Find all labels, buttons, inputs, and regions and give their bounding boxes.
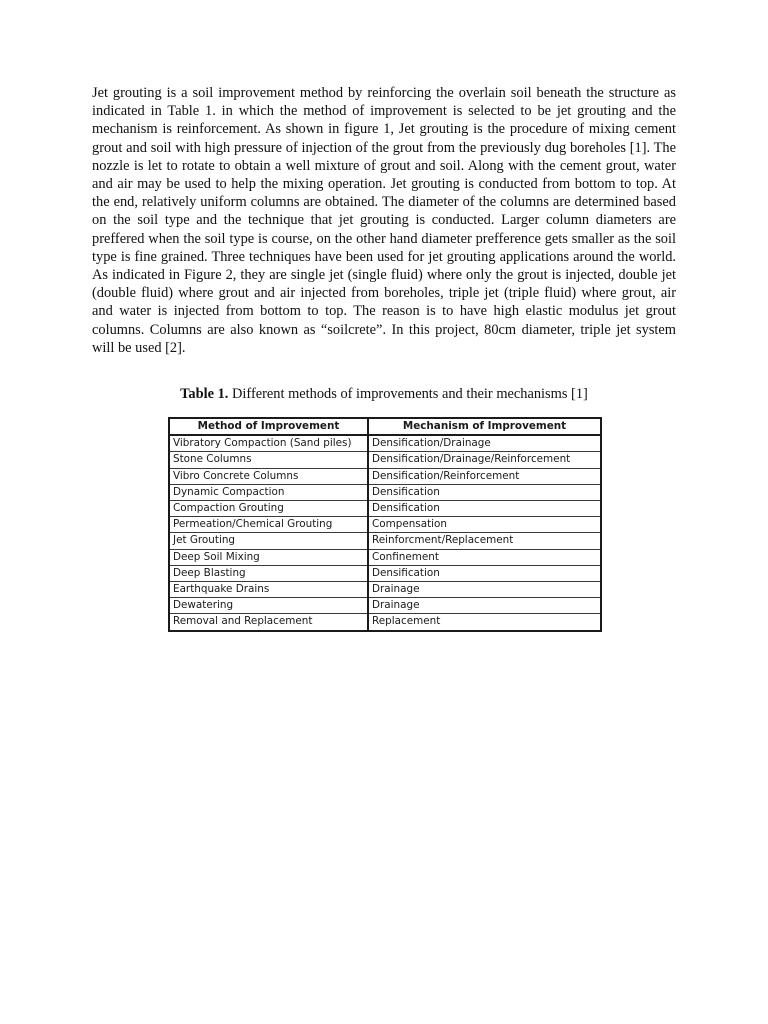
mechanism-cell: Reinforcment/Replacement	[368, 533, 601, 549]
method-cell: Earthquake Drains	[169, 582, 368, 598]
mechanism-cell: Confinement	[368, 549, 601, 565]
table-row	[169, 517, 601, 533]
method-cell: Stone Columns	[169, 452, 368, 468]
table-row	[169, 484, 601, 500]
method-cell: Jet Grouting	[169, 533, 368, 549]
mechanism-cell: Replacement	[368, 614, 601, 631]
mechanism-cell: Densification	[368, 565, 601, 581]
table-row	[169, 549, 601, 565]
method-cell: Vibratory Compaction (Sand piles)	[169, 435, 368, 452]
method-cell: Dynamic Compaction	[169, 484, 368, 500]
table-row	[169, 452, 601, 468]
mechanism-cell: Densification/Drainage/Reinforcement	[368, 452, 601, 468]
table-row	[169, 533, 601, 549]
method-cell: Deep Blasting	[169, 565, 368, 581]
table-row	[169, 598, 601, 614]
table-row	[169, 582, 601, 598]
header-mechanism: Mechanism of Improvement	[368, 418, 601, 435]
table-caption-label: Table 1.	[180, 386, 229, 402]
method-cell: Compaction Grouting	[169, 501, 368, 517]
mechanism-cell: Drainage	[368, 598, 601, 614]
mechanism-cell: Drainage	[368, 582, 601, 598]
mechanism-cell: Compensation	[368, 517, 601, 533]
header-method: Method of Improvement	[169, 418, 368, 435]
table-caption	[0, 385, 768, 403]
method-cell: Vibro Concrete Columns	[169, 468, 368, 484]
body-paragraph: Jet grouting is a soil improvement method by reinforcing the overlain soil beneath the structure as indicated in Table 1. in which the method of improvement is selected to be jet grouting and the mechanism is reinforcement. As shown in figure 1, Jet grouting is the procedure of mixing cement grout and soil with high pressure of injection of the grout from the previously dug boreholes [1]. The nozzle is let to rotate to obtain a well mixture of grout and soil. Along with the cement grout, water and air may be used to help the mixing operation. Jet grouting is conducted from bottom to top. At the end, relatively uniform columns are obtained. The diameter of the columns are determined based on the soil type and the technique that jet grouting is conducted. Larger column diameters are preffered when the soil type is course, on the other hand diameter prefference gets smaller as the soil type is fine grained. Three techniques have been used for jet grouting applications around the world. As indicated in Figure 2, they are single jet (single fluid) where only the grout is injected, double jet (double fluid) where grout and air injected from boreholes, triple jet (triple fluid) where grout, air and water is injected from bottom to top. The reason is to have high elastic modulus jet grout columns. Columns are also known as “soilcrete”. In this project, 80cm diameter, triple jet system will be used [2].	[92, 85, 676, 356]
table-row	[169, 565, 601, 581]
mechanism-cell: Densification/Reinforcement	[368, 468, 601, 484]
table-row	[169, 614, 601, 631]
mechanism-cell: Densification	[368, 484, 601, 500]
method-cell: Permeation/Chemical Grouting	[169, 517, 368, 533]
methods-table	[168, 417, 602, 632]
table-row	[169, 501, 601, 517]
method-cell: Deep Soil Mixing	[169, 549, 368, 565]
mechanism-cell: Densification/Drainage	[368, 435, 601, 452]
table-row	[169, 435, 601, 452]
table-caption-text: Different methods of improvements and their mechanisms [1]	[228, 386, 588, 402]
methods-table-container	[168, 417, 600, 632]
method-cell: Dewatering	[169, 598, 368, 614]
table-header-row	[169, 418, 601, 435]
table-row	[169, 468, 601, 484]
mechanism-cell: Densification	[368, 501, 601, 517]
method-cell: Removal and Replacement	[169, 614, 368, 631]
